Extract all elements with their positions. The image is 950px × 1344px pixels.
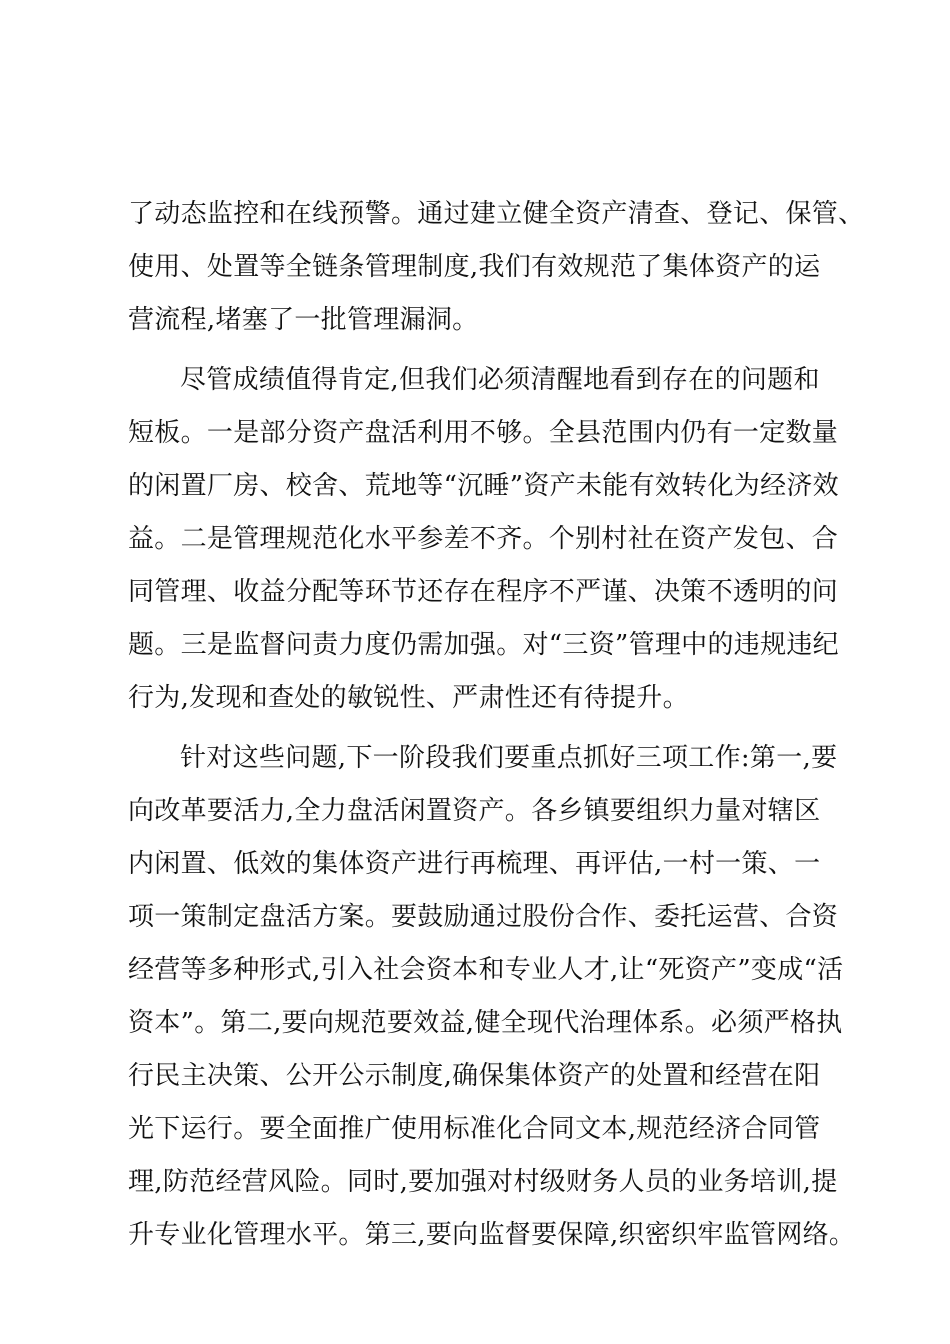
paragraph-3 [128,732,856,1262]
text-line: 内闲置、低效的集体资产进行再梳理、再评估,一村一策、一 [128,849,821,879]
text-line: 营流程,堵塞了一批管理漏洞。 [128,305,479,335]
text-line: 了动态监控和在线预警。通过建立健全资产清查、登记、保管、 [128,199,865,229]
paragraph-1 [128,188,865,347]
text-line: 同管理、收益分配等环节还存在程序不严谨、决策不透明的问 [128,577,839,607]
text-line: 理,防范经营风险。同时,要加强对村级财务人员的业务培训,提 [128,1167,838,1197]
document-body [128,188,865,1262]
text-line: 使用、处置等全链条管理制度,我们有效规范了集体资产的运 [128,252,821,282]
text-line: 短板。一是部分资产盘活利用不够。全县范围内仍有一定数量 [128,418,839,448]
text-line: 题。三是监督问责力度仍需加强。对“三资”管理中的违规违纪 [128,630,839,660]
text-line: 益。二是管理规范化水平参差不齐。个别村社在资产发包、合 [128,524,839,554]
text-line: 资本”。第二,要向规范要效益,健全现代治理体系。必须严格执 [128,1008,843,1038]
paragraph-2 [128,354,839,725]
text-line: 向改革要活力,全力盘活闲置资产。各乡镇要组织力量对辖区 [128,796,821,826]
text-line: 项一策制定盘活方案。要鼓励通过股份合作、委托运营、合资 [128,902,839,932]
text-line: 行为,发现和查处的敏锐性、严肃性还有待提升。 [128,683,689,713]
text-line: 光下运行。要全面推广使用标准化合同文本,规范经济合同管 [128,1114,821,1144]
text-line: 升专业化管理水平。第三,要向监督要保障,织密织牢监管网络。 [128,1220,856,1250]
text-line: 行民主决策、公开公示制度,确保集体资产的处置和经营在阳 [128,1061,821,1091]
text-line: 尽管成绩值得肯定,但我们必须清醒地看到存在的问题和 [180,365,820,395]
text-line: 经营等多种形式,引入社会资本和专业人才,让“死资产”变成“活 [128,955,844,985]
text-line: 的闲置厂房、校舍、荒地等“沉睡”资产未能有效转化为经济效 [128,471,839,501]
text-line: 针对这些问题,下一阶段我们要重点抓好三项工作:第一,要 [180,743,838,773]
